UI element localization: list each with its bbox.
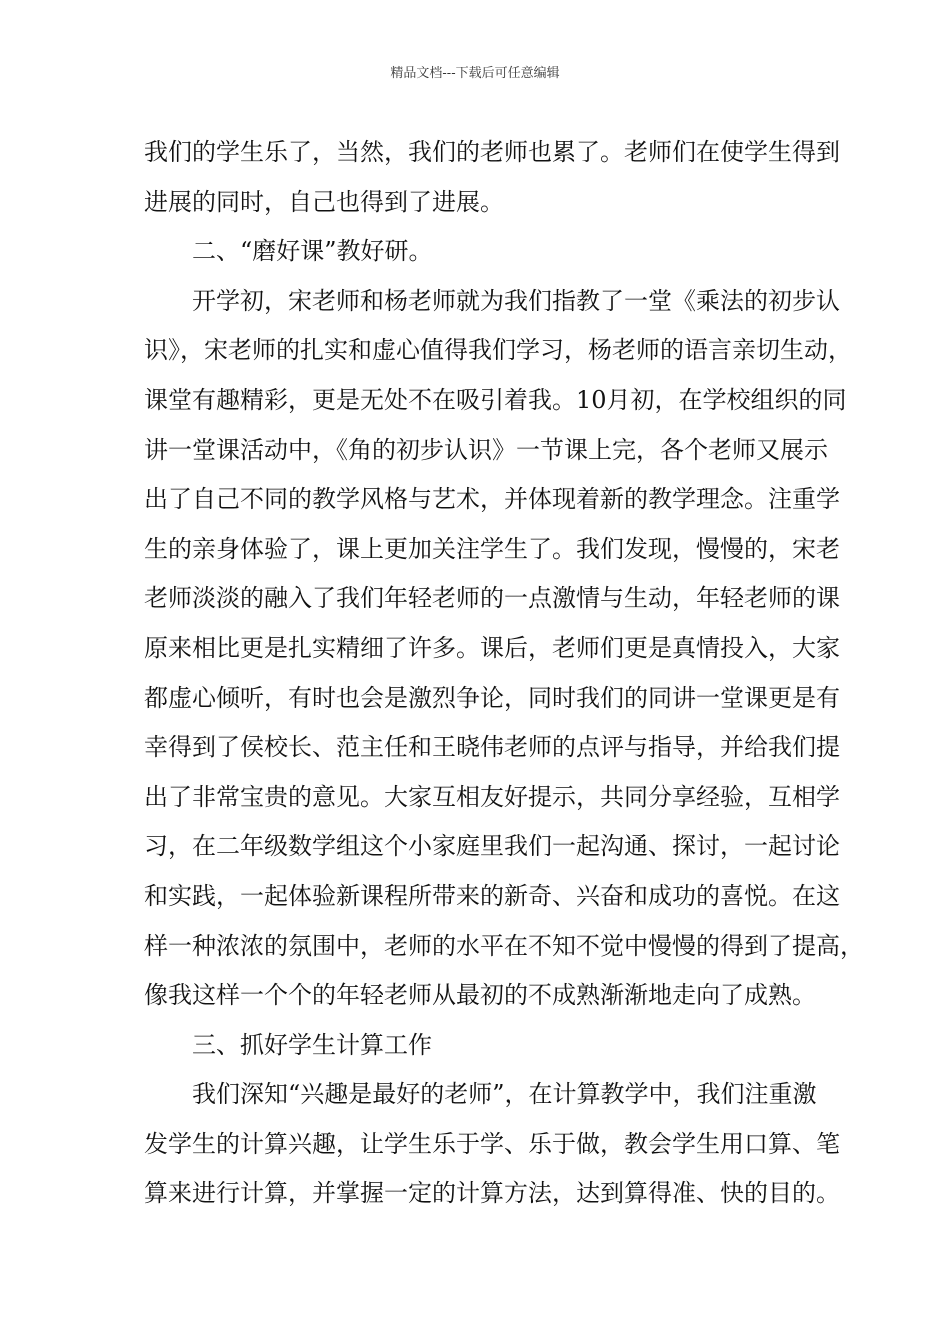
text-line: 和实践，一起体验新课程所带来的新奇、兴奋和成功的喜悦。在这 — [144, 881, 840, 910]
text-line: 都虚心倾听，有时也会是激烈争论，同时我们的同讲一堂课更是有 — [144, 683, 840, 712]
text-line: 出了自己不同的教学风格与艺术，并体现着新的教学理念。注重学 — [144, 485, 840, 514]
text-line: 老师淡淡的融入了我们年轻老师的一点激情与生动，年轻老师的课 — [144, 584, 840, 613]
text-line: 进展的同时，自己也得到了进展。 — [144, 187, 504, 216]
paragraph-start-line: 我们深知“兴趣是最好的老师”，在计算教学中，我们注重激 — [192, 1080, 817, 1109]
text-line: 幸得到了侯校长、范主任和王晓伟老师的点评与指导，并给我们提 — [144, 733, 840, 762]
section-heading: 三、抓好学生计算工作 — [192, 1030, 432, 1059]
text-line: 原来相比更是扎实精细了许多。课后，老师们更是真情投入，大家 — [144, 633, 840, 662]
text-line: 算来进行计算，并掌握一定的计算方法，达到算得准、快的目的。 — [144, 1179, 840, 1208]
text-line: 习，在二年级数学组这个小家庭里我们一起沟通、探讨，一起讨论 — [144, 832, 840, 861]
text-line: 识》，宋老师的扎实和虚心值得我们学习，杨老师的语言亲切生动， — [144, 336, 852, 365]
text-line: 我们的学生乐了，当然，我们的老师也累了。老师们在使学生得到 — [144, 138, 840, 166]
paragraph-start-line: 开学初，宋老师和杨老师就为我们指教了一堂《乘法的初步认 — [192, 286, 840, 315]
text-line: 样一种浓浓的氛围中，老师的水平在不知不觉中慢慢的得到了提高， — [144, 931, 864, 960]
text-line: 课堂有趣精彩，更是无处不在吸引着我。10月初，在学校组织的同 — [144, 385, 847, 414]
section-heading: 二、“磨好课”教好研。 — [192, 237, 433, 266]
text-line: 发学生的计算兴趣，让学生乐于学、乐于做，教会学生用口算、笔 — [144, 1129, 840, 1158]
text-line: 讲一堂课活动中，《角的初步认识》一节课上完，各个老师又展示 — [144, 435, 828, 464]
text-line: 出了非常宝贵的意见。大家互相友好提示，共同分享经验，互相学 — [144, 782, 840, 811]
text-line: 生的亲身体验了，课上更加关注学生了。我们发现，慢慢的，宋老 — [144, 534, 840, 563]
document-body — [144, 128, 864, 1219]
text-line: 像我这样一个个的年轻老师从最初的不成熟渐渐地走向了成熟。 — [144, 981, 816, 1010]
page-header: 精品文档---下载后可任意编辑 — [390, 66, 560, 81]
